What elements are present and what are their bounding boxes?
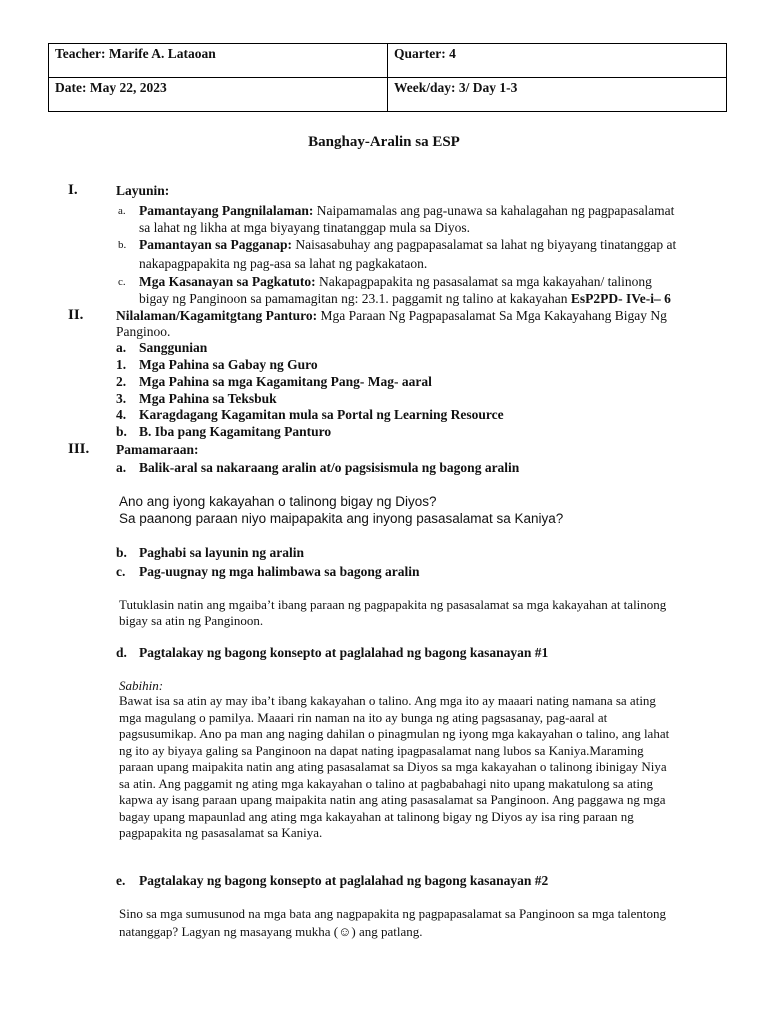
section-1-heading: Layunin: bbox=[116, 183, 170, 198]
paragraph-line: Bawat isa sa atin ay may iba’t ibang kakayahan o talino. Ang mga ito ay maaari nating namana sa ating bbox=[119, 693, 656, 708]
section-3-heading: Pamamaraan: bbox=[116, 442, 199, 457]
material-marker: 1. bbox=[116, 357, 127, 372]
material-label: Sanggunian bbox=[139, 340, 208, 355]
step-c-text-line2: bigay sa atin ng Panginoon. bbox=[119, 613, 264, 628]
step-e-label: Pagtalakay ng bagong konsepto at paglalahad ng bagong kasanayan #2 bbox=[139, 873, 549, 888]
step-a-marker: a. bbox=[116, 460, 127, 475]
week-cell: Week/day: 3/ Day 1-3 bbox=[388, 78, 727, 112]
objective-b-line2: nakapagpapakita ng pag-asa sa lahat ng pagkakataon. bbox=[139, 256, 428, 271]
objective-c-line2: bigay ng Panginoon sa pamamagitan ng: 23.1. paggamit ng talino at kakayahan EsP2PD- IVe-i– 6 bbox=[139, 291, 671, 306]
section-3-numeral: III. bbox=[68, 441, 90, 457]
material-label: B. Iba pang Kagamitang Panturo bbox=[139, 424, 332, 439]
section-2-line2: Panginoo. bbox=[116, 324, 171, 339]
paragraph-line: paraan upang maipakita natin ang ating pasasalamat sa Diyos sa mga kakayahan o talinong ibinigay Niya bbox=[119, 759, 667, 774]
step-c-label: Pag-uugnay ng mga halimbawa sa bagong aralin bbox=[139, 564, 420, 579]
material-label: Mga Pahina sa mga Kagamitang Pang- Mag- aaral bbox=[139, 374, 432, 389]
step-b-label: Paghabi sa layunin ng aralin bbox=[139, 545, 305, 560]
step-e-text-line1: Sino sa mga sumusunod na mga bata ang nagpapakita ng pagpapasalamat sa Panginoon sa mga talentong bbox=[119, 906, 666, 921]
material-label: Mga Pahina sa Teksbuk bbox=[139, 391, 277, 406]
material-marker: 3. bbox=[116, 391, 127, 406]
question-2: Sa paanong paraan niyo maipapakita ang inyong pasasalamat sa Kaniya? bbox=[119, 511, 564, 526]
objective-a-marker: a. bbox=[118, 205, 126, 217]
lesson-info-table bbox=[48, 43, 727, 112]
paragraph-line: kapwa ay isang paraan upang maipakita natin ang ating pasasalamat sa Panginoon. Ang paggawa ng mga bbox=[119, 792, 666, 807]
objective-a-line1: Pamantayang Pangnilalaman: Naipamamalas ang pag-unawa sa kahalagahan ng pagpapasalamat bbox=[139, 203, 675, 218]
paragraph-line: pagpapakita ng pasasalamat sa Kaniya. bbox=[119, 825, 323, 840]
step-e-text-line2: natanggap? Lagyan ng masayang mukha (☺) ang patlang. bbox=[119, 924, 423, 939]
paragraph-line: bagay upang mapaunlad ang ating mga kakayahan at talinong bigay ng Diyos ay isa ring paraan ng bbox=[119, 808, 634, 824]
objective-b-marker: b. bbox=[118, 239, 127, 251]
step-c-marker: c. bbox=[116, 564, 126, 579]
step-a-label: Balik-aral sa nakaraang aralin at/o pagsisismula ng bagong aralin bbox=[139, 460, 520, 475]
step-d-label: Pagtalakay ng bagong konsepto at paglalahad ng bagong kasanayan #1 bbox=[139, 645, 549, 660]
material-marker: a. bbox=[116, 340, 127, 355]
objective-a-line2: sa lahat ng likha at mga biyayang tinatanggap mula sa Diyos. bbox=[139, 220, 471, 235]
objective-b-line1: Pamantayan sa Pagganap: Naisasabuhay ang pagpapasalamat sa lahat ng biyayang tinatanggap at bbox=[139, 237, 677, 252]
section-2-numeral: II. bbox=[68, 307, 84, 323]
quarter-cell: Quarter: 4 bbox=[388, 44, 727, 78]
step-d-marker: d. bbox=[116, 645, 127, 660]
page-title: Banghay-Aralin sa ESP bbox=[308, 134, 460, 150]
step-c-text-line1: Tutuklasin natin ang mgaiba’t ibang paraan ng pagpapakita ng pasasalamat sa mga kakayahan at talinong bbox=[119, 597, 667, 612]
paragraph-line: mga magulang o pamilya. Maaari rin naman na ito ay bunga ng ating pagsasanay, pag-aaral at bbox=[119, 709, 608, 725]
step-b-marker: b. bbox=[116, 545, 127, 560]
teacher-cell: Teacher: Marife A. Lataoan bbox=[49, 44, 388, 78]
paragraph-line: ng ito ay biyaya galing sa Panginoon na dapat nating ipagpasalamat nang lubos sa Kaniya.Maraming bbox=[119, 742, 644, 758]
objective-c-line1: Mga Kasanayan sa Pagkatuto: Nakapagpapakita ng pasasalamat sa mga kakayahan/ talinong bbox=[139, 274, 652, 289]
paragraph-line: sa atin. Ang paggamit ng ating mga kakayahan o talino at pagbabahagi nito upang makatulong sa ating bbox=[119, 775, 653, 791]
paragraph-line: pagsusumikap. Ano pa man ang naging dahilan o pinagmulan ng iyong mga kakayahan o talino, ang lahat bbox=[119, 726, 670, 741]
step-e-marker: e. bbox=[116, 873, 126, 888]
material-marker: 2. bbox=[116, 374, 127, 389]
section-1-numeral: I. bbox=[68, 182, 78, 198]
sabihin-label: Sabihin: bbox=[119, 678, 164, 693]
objective-c-marker: c. bbox=[118, 276, 126, 288]
material-marker: 4. bbox=[116, 407, 127, 422]
material-label: Mga Pahina sa Gabay ng Guro bbox=[139, 357, 318, 372]
question-1: Ano ang iyong kakayahan o talinong bigay ng Diyos? bbox=[119, 494, 437, 509]
step-d-paragraph bbox=[119, 693, 669, 842]
date-cell: Date: May 22, 2023 bbox=[49, 78, 388, 112]
section-2-line1: Nilalaman/Kagamitgtang Panturo: Mga Paraan Ng Pagpapasalamat Sa Mga Kakayahang Bigay Ng bbox=[116, 308, 667, 323]
material-label: Karagdagang Kagamitan mula sa Portal ng Learning Resource bbox=[139, 407, 504, 422]
material-marker: b. bbox=[116, 424, 127, 439]
